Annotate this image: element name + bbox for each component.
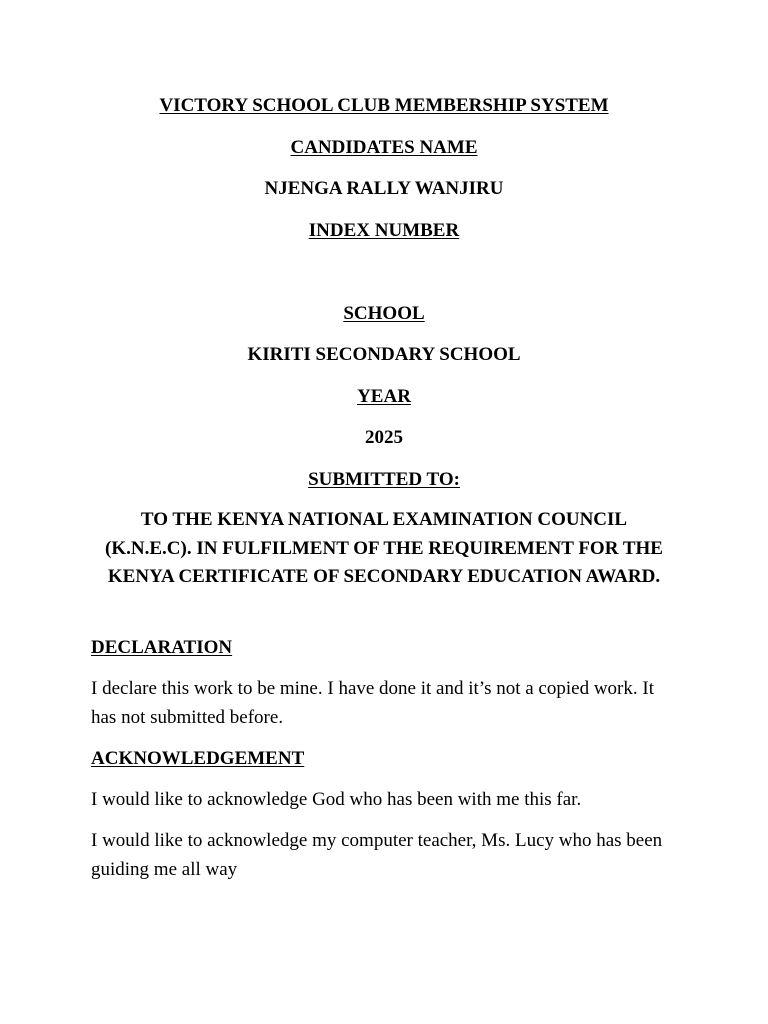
acknowledgement-paragraph: I would like to acknowledge my computer teacher, Ms. Lucy who has been guiding me all way bbox=[91, 830, 663, 880]
submitted-to-heading: SUBMITTED TO: bbox=[308, 469, 460, 490]
candidate-name: NJENGA RALLY WANJIRU bbox=[264, 178, 504, 199]
declaration-heading: DECLARATION bbox=[91, 637, 233, 658]
submission-text: TO THE KENYA NATIONAL EXAMINATION COUNCIL (K.N.E.C). IN FULFILMENT OF THE REQUIREMENT FOR THE KENYA CERTIFICATE OF SECONDARY EDUCATION AWARD. bbox=[105, 509, 663, 587]
index-number-heading: INDEX NUMBER bbox=[308, 220, 460, 241]
acknowledgement-paragraph: I would like to acknowledge God who has been with me this far. bbox=[91, 789, 582, 810]
document-title: VICTORY SCHOOL CLUB MEMBERSHIP SYSTEM bbox=[159, 95, 609, 116]
school-name: KIRITI SECONDARY SCHOOL bbox=[247, 344, 521, 365]
year-value: 2025 bbox=[365, 427, 403, 448]
acknowledgement-heading: ACKNOWLEDGEMENT bbox=[91, 748, 305, 769]
declaration-text: I declare this work to be mine. I have done it and it’s not a copied work. It has not submitted before. bbox=[91, 678, 654, 728]
year-heading: YEAR bbox=[357, 386, 411, 407]
candidate-name-heading: CANDIDATES NAME bbox=[290, 137, 478, 158]
school-heading: SCHOOL bbox=[343, 303, 425, 324]
